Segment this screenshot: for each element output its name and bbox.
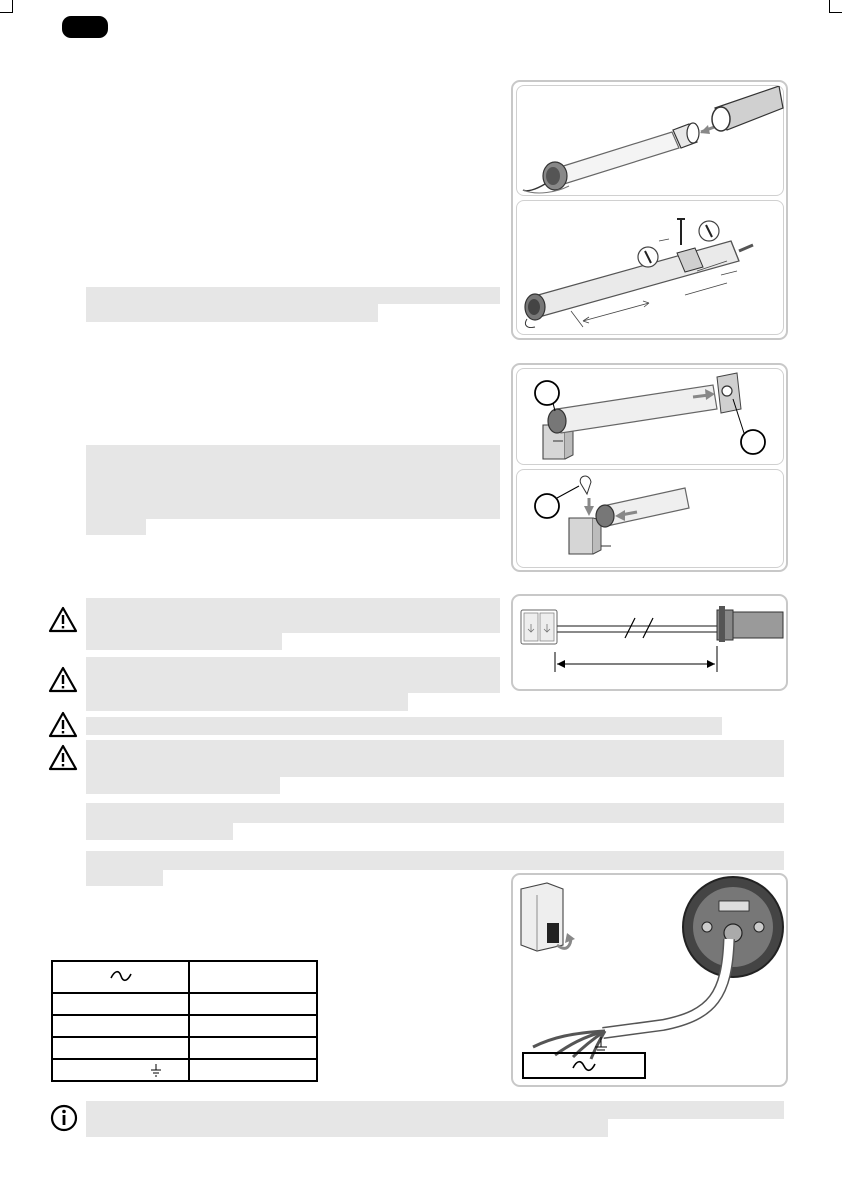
note-bar-1b	[86, 304, 378, 322]
info-circle-icon	[50, 1104, 78, 1132]
warning-bar-3	[86, 717, 722, 735]
alternating-current-icon	[109, 970, 133, 982]
note-bar-6b	[86, 870, 163, 886]
ground-icon	[150, 1063, 162, 1077]
table-cell	[189, 1059, 317, 1081]
crop-mark-top-right	[829, 0, 842, 13]
warning-bar-1	[86, 598, 500, 633]
wiring-table	[51, 960, 318, 1082]
table-cell-ground	[52, 1059, 189, 1081]
language-badge	[62, 16, 108, 38]
warning-bar-4	[86, 740, 784, 777]
ac-supply-label	[522, 1052, 646, 1079]
table-cell	[189, 993, 317, 1015]
table-cell	[189, 1037, 317, 1059]
table-row	[52, 1059, 317, 1081]
info-bar-b	[86, 1119, 608, 1137]
warning-triangle-icon	[48, 666, 78, 693]
motor-with-adapter-illustration	[517, 86, 785, 197]
tube-screw-fixing-illustration	[517, 201, 785, 336]
note-bar-2b	[86, 519, 146, 535]
table-cell	[189, 1015, 317, 1037]
note-bar-5b	[86, 823, 233, 840]
table-cell	[52, 1037, 189, 1059]
warning-triangle-icon	[48, 606, 78, 633]
table-header-cell	[189, 961, 317, 993]
table-row	[52, 993, 317, 1015]
cable-to-switch-illustration	[513, 596, 786, 689]
crop-mark-top-left	[0, 0, 13, 13]
figure-panel-insert-adapter	[516, 85, 784, 196]
table-header-row	[52, 961, 317, 993]
table-row	[52, 1015, 317, 1037]
note-bar-1	[86, 287, 500, 304]
warning-bar-4b	[86, 777, 280, 794]
warning-triangle-icon	[48, 744, 78, 771]
motor-clip-bracket-illustration	[517, 470, 785, 569]
table-header-symbol	[52, 961, 189, 993]
warning-bar-1b	[86, 633, 282, 650]
info-bar	[86, 1101, 784, 1119]
table-row	[52, 1037, 317, 1059]
figure-bracket-mounting	[511, 363, 788, 572]
note-bar-6	[86, 851, 784, 870]
figure-panel-mount-tube	[516, 368, 784, 465]
figure-motor-insertion	[511, 80, 788, 340]
note-bar-5	[86, 803, 784, 823]
note-bar-2	[86, 445, 500, 519]
alternating-current-icon	[571, 1060, 597, 1072]
table-cell	[52, 1015, 189, 1037]
tube-on-brackets-illustration	[517, 369, 785, 466]
figure-panel-clip-motor	[516, 469, 784, 568]
warning-bar-2	[86, 657, 500, 693]
table-cell	[52, 993, 189, 1015]
figure-cable-length	[511, 594, 788, 691]
warning-triangle-icon	[48, 711, 78, 738]
warning-bar-2b	[86, 693, 408, 711]
figure-panel-tube-fixing	[516, 200, 784, 335]
